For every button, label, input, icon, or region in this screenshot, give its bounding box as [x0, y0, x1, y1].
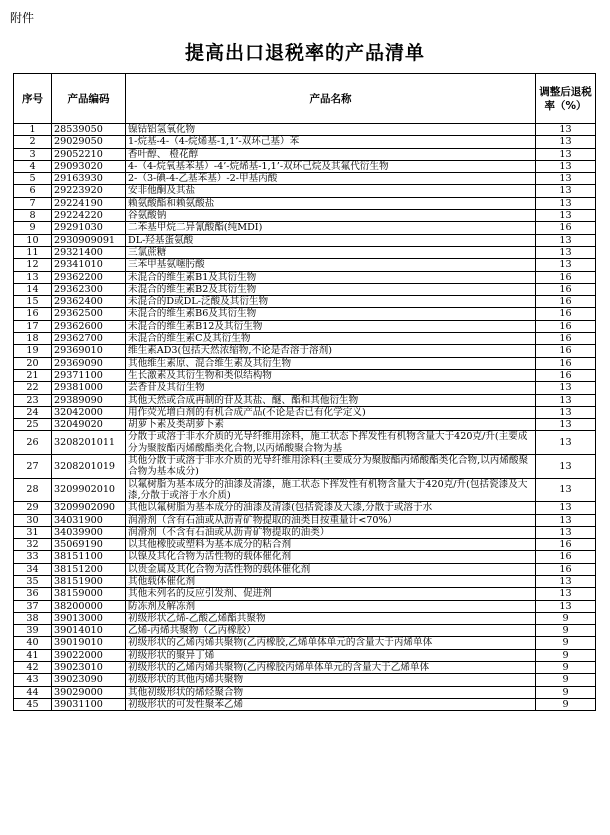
- row-number: 6: [14, 185, 52, 197]
- tax-rate: 16: [536, 563, 596, 575]
- product-code: 3208201019: [52, 455, 126, 479]
- table-row: [14, 283, 596, 295]
- product-code: 39023090: [52, 674, 126, 686]
- product-code: 28539050: [52, 124, 126, 136]
- product-name: 以其他橡胶或塑料为基本成分的粘合剂: [126, 539, 536, 551]
- table-row: [14, 588, 596, 600]
- tax-rate: 9: [536, 625, 596, 637]
- product-name: 润滑剂（不含有石油或从沥青矿物提取的油类）: [126, 526, 536, 538]
- product-code: 3209902090: [52, 502, 126, 514]
- product-name: 其他载体催化剂: [126, 575, 536, 587]
- row-number: 31: [14, 526, 52, 538]
- row-number: 26: [14, 431, 52, 455]
- product-name: 安非他酮及其盐: [126, 185, 536, 197]
- row-number: 16: [14, 308, 52, 320]
- row-number: 29: [14, 502, 52, 514]
- tax-rate: 13: [536, 478, 596, 502]
- table-row: [14, 382, 596, 394]
- row-number: 40: [14, 637, 52, 649]
- table-row: [14, 185, 596, 197]
- table-row: [14, 575, 596, 587]
- row-number: 13: [14, 271, 52, 283]
- product-name: 香叶醇、 橙花醇: [126, 148, 536, 160]
- tax-rate: 13: [536, 575, 596, 587]
- row-number: 22: [14, 382, 52, 394]
- tax-rate: 13: [536, 526, 596, 538]
- product-name: 未混合的维生素B12及其衍生物: [126, 320, 536, 332]
- table-row: [14, 197, 596, 209]
- product-name: 初级形状的可发性聚苯乙烯: [126, 698, 536, 710]
- product-code: 35069190: [52, 539, 126, 551]
- product-name: 谷氨酸钠: [126, 210, 536, 222]
- tax-rate: 13: [536, 148, 596, 160]
- product-name: 未混合的维生素B2及其衍生物: [126, 283, 536, 295]
- tax-rate: 9: [536, 649, 596, 661]
- table-row: [14, 148, 596, 160]
- tax-rate: 13: [536, 136, 596, 148]
- row-number: 9: [14, 222, 52, 234]
- product-code: 39031100: [52, 698, 126, 710]
- tax-rate: 13: [536, 514, 596, 526]
- product-code: 38151900: [52, 575, 126, 587]
- row-number: 30: [14, 514, 52, 526]
- tax-rate: 13: [536, 259, 596, 271]
- product-name: 初级形状的乙烯丙烯共聚物(乙丙橡胶丙烯单体单元的含量大于乙烯单体: [126, 662, 536, 674]
- tax-rate: 13: [536, 210, 596, 222]
- product-code: 29224220: [52, 210, 126, 222]
- row-number: 41: [14, 649, 52, 661]
- product-name: DL-羟基蛋氨酸: [126, 234, 536, 246]
- product-code: 34039900: [52, 526, 126, 538]
- product-code: 32049020: [52, 419, 126, 431]
- row-number: 28: [14, 478, 52, 502]
- tax-rate: 9: [536, 612, 596, 624]
- product-code: 39013000: [52, 612, 126, 624]
- product-code: 38200000: [52, 600, 126, 612]
- table-row: [14, 296, 596, 308]
- product-name: 防冻剂及解冻剂: [126, 600, 536, 612]
- tax-rate: 16: [536, 539, 596, 551]
- product-name: 初级形状乙烯-乙酸乙烯酯共聚物: [126, 612, 536, 624]
- tax-rate: 9: [536, 637, 596, 649]
- product-code: 29163930: [52, 173, 126, 185]
- row-number: 8: [14, 210, 52, 222]
- tax-rate: 13: [536, 124, 596, 136]
- table-row: [14, 271, 596, 283]
- product-name: 以氟树脂为基本成分的油漆及清漆，施工状态下挥发性有机物含量大于420克/升(包括瓷漆及大漆,分散于或溶于水介质): [126, 478, 536, 502]
- tax-rate: 9: [536, 686, 596, 698]
- tax-rate: 9: [536, 674, 596, 686]
- tax-rate: 13: [536, 394, 596, 406]
- product-code: 29321400: [52, 246, 126, 258]
- table-row: [14, 698, 596, 710]
- product-code: 29224190: [52, 197, 126, 209]
- row-number: 43: [14, 674, 52, 686]
- tax-rate: 13: [536, 234, 596, 246]
- product-code: 2930909091: [52, 234, 126, 246]
- table-row: [14, 502, 596, 514]
- product-code: 29362300: [52, 283, 126, 295]
- product-code: 39022000: [52, 649, 126, 661]
- table-row: [14, 686, 596, 698]
- table-row: [14, 625, 596, 637]
- table-row: [14, 259, 596, 271]
- table-row: [14, 649, 596, 661]
- product-code: 29291030: [52, 222, 126, 234]
- row-number: 44: [14, 686, 52, 698]
- table-row: [14, 674, 596, 686]
- product-name: 未混合的维生素C及其衍生物: [126, 333, 536, 345]
- tax-rate: 16: [536, 551, 596, 563]
- row-number: 24: [14, 406, 52, 418]
- row-number: 1: [14, 124, 52, 136]
- product-name: 以镍及其化合物为活性物的载体催化剂: [126, 551, 536, 563]
- table-row: [14, 514, 596, 526]
- table-row: [14, 539, 596, 551]
- table-row: [14, 246, 596, 258]
- product-name: 1-烷基-4-（4-烷烯基-1,1’-双环己基）苯: [126, 136, 536, 148]
- table-row: [14, 124, 596, 136]
- product-code: 29223920: [52, 185, 126, 197]
- tax-rate: 13: [536, 246, 596, 258]
- product-name: 二苯基甲烷二异氰酸酯(纯MDI): [126, 222, 536, 234]
- row-number: 2: [14, 136, 52, 148]
- tax-rate: 16: [536, 345, 596, 357]
- tax-rate: 13: [536, 185, 596, 197]
- tax-rate: 16: [536, 369, 596, 381]
- product-code: 3208201011: [52, 431, 126, 455]
- row-number: 14: [14, 283, 52, 295]
- product-code: 29389090: [52, 394, 126, 406]
- table-row: [14, 637, 596, 649]
- tax-rate: 16: [536, 296, 596, 308]
- product-code: 29369010: [52, 345, 126, 357]
- product-code: 29362700: [52, 333, 126, 345]
- table-body: [14, 124, 596, 711]
- product-name: 乙烯-丙烯共聚物（乙丙橡胶）: [126, 625, 536, 637]
- product-code: 29362200: [52, 271, 126, 283]
- product-name: 未混合的维生素B6及其衍生物: [126, 308, 536, 320]
- table-row: [14, 478, 596, 502]
- product-name: 未混合的维生素B1及其衍生物: [126, 271, 536, 283]
- table-header-row: [14, 74, 596, 124]
- product-code: 29362500: [52, 308, 126, 320]
- row-number: 21: [14, 369, 52, 381]
- tax-rate: 13: [536, 455, 596, 479]
- product-code: 29093020: [52, 160, 126, 172]
- product-code: 29341010: [52, 259, 126, 271]
- product-name: 芸香苷及其衍生物: [126, 382, 536, 394]
- attachment-label: 附件: [10, 11, 35, 25]
- row-number: 10: [14, 234, 52, 246]
- row-number: 36: [14, 588, 52, 600]
- product-code: 38151100: [52, 551, 126, 563]
- table-row: [14, 394, 596, 406]
- product-code: 39019010: [52, 637, 126, 649]
- table-row: [14, 173, 596, 185]
- product-name: 2-（3-碘-4-乙基苯基）-2-甲基丙酸: [126, 173, 536, 185]
- product-name: 其他未列名的反应引发剂、促进剂: [126, 588, 536, 600]
- product-code: 39014010: [52, 625, 126, 637]
- row-number: 19: [14, 345, 52, 357]
- table-row: [14, 406, 596, 418]
- product-name: 其他以氟树脂为基本成分的油漆及清漆(包括瓷漆及大漆,分散于或溶于水: [126, 502, 536, 514]
- tax-rate: 13: [536, 382, 596, 394]
- table-row: [14, 136, 596, 148]
- table-row: [14, 234, 596, 246]
- product-code: 29362600: [52, 320, 126, 332]
- tax-rate: 16: [536, 308, 596, 320]
- row-number: 15: [14, 296, 52, 308]
- table-row: [14, 308, 596, 320]
- header-code: 产品编码: [52, 74, 126, 124]
- product-table: [13, 73, 596, 711]
- row-number: 3: [14, 148, 52, 160]
- table-row: [14, 612, 596, 624]
- row-number: 32: [14, 539, 52, 551]
- product-code: 38159000: [52, 588, 126, 600]
- tax-rate: 16: [536, 222, 596, 234]
- row-number: 45: [14, 698, 52, 710]
- header-rate: 调整后退税率（%）: [536, 74, 596, 124]
- tax-rate: 13: [536, 431, 596, 455]
- product-name: 胡萝卜素及类胡萝卜素: [126, 419, 536, 431]
- row-number: 25: [14, 419, 52, 431]
- row-number: 23: [14, 394, 52, 406]
- product-code: 29371100: [52, 369, 126, 381]
- product-name: 用作荧光增白剂的有机合成产品(不论是否已有化学定义): [126, 406, 536, 418]
- tax-rate: 13: [536, 419, 596, 431]
- table-row: [14, 600, 596, 612]
- row-number: 38: [14, 612, 52, 624]
- product-name: 其他分散于或溶于非水介质的光导纤维用涂料(主要成分为聚胺酯丙烯酸酯类化合物,以丙烯酸聚合物为基本成分): [126, 455, 536, 479]
- row-number: 4: [14, 160, 52, 172]
- row-number: 35: [14, 575, 52, 587]
- table-row: [14, 345, 596, 357]
- row-number: 27: [14, 455, 52, 479]
- table-row: [14, 455, 596, 479]
- row-number: 11: [14, 246, 52, 258]
- table-row: [14, 369, 596, 381]
- row-number: 18: [14, 333, 52, 345]
- product-name: 初级形状的其他丙烯共聚物: [126, 674, 536, 686]
- row-number: 42: [14, 662, 52, 674]
- table-row: [14, 222, 596, 234]
- product-name: 未混合的D或DL-泛酸及其衍生物: [126, 296, 536, 308]
- product-name: 三氯蔗糖: [126, 246, 536, 258]
- product-code: 29369090: [52, 357, 126, 369]
- product-name: 生长激素及其衍生物和类似结构物: [126, 369, 536, 381]
- tax-rate: 13: [536, 406, 596, 418]
- table-row: [14, 662, 596, 674]
- row-number: 12: [14, 259, 52, 271]
- table-row: [14, 551, 596, 563]
- product-name: 其他初级形状的烯烃聚合物: [126, 686, 536, 698]
- tax-rate: 9: [536, 662, 596, 674]
- product-name: 维生素AD3(包括天然浓缩物,不论是否溶于溶剂): [126, 345, 536, 357]
- product-code: 29381000: [52, 382, 126, 394]
- tax-rate: 13: [536, 588, 596, 600]
- table-row: [14, 419, 596, 431]
- header-no: 序号: [14, 74, 52, 124]
- tax-rate: 16: [536, 283, 596, 295]
- product-code: 29362400: [52, 296, 126, 308]
- product-name: 其他天然或合成再制的苷及其盐、醚、酯和其他衍生物: [126, 394, 536, 406]
- row-number: 17: [14, 320, 52, 332]
- tax-rate: 13: [536, 502, 596, 514]
- row-number: 34: [14, 563, 52, 575]
- row-number: 39: [14, 625, 52, 637]
- product-code: 39023010: [52, 662, 126, 674]
- product-code: 39029000: [52, 686, 126, 698]
- tax-rate: 16: [536, 271, 596, 283]
- tax-rate: 13: [536, 173, 596, 185]
- product-name: 初级形状的乙烯丙烯共聚物(乙丙橡胶,乙烯单体单元的含量大于丙烯单体: [126, 637, 536, 649]
- product-name: 以贵金属及其化合物为活性物的载体催化剂: [126, 563, 536, 575]
- header-name: 产品名称: [126, 74, 536, 124]
- row-number: 37: [14, 600, 52, 612]
- table-row: [14, 210, 596, 222]
- product-name: 初级形状的聚异丁烯: [126, 649, 536, 661]
- product-name: 镍钴铝氢氧化物: [126, 124, 536, 136]
- product-name: 赖氨酸酯和赖氨酸盐: [126, 197, 536, 209]
- product-code: 29029050: [52, 136, 126, 148]
- tax-rate: 16: [536, 357, 596, 369]
- tax-rate: 16: [536, 333, 596, 345]
- tax-rate: 13: [536, 600, 596, 612]
- table-row: [14, 320, 596, 332]
- row-number: 20: [14, 357, 52, 369]
- tax-rate: 13: [536, 160, 596, 172]
- table-row: [14, 333, 596, 345]
- table-row: [14, 526, 596, 538]
- product-name: 三苯甲基氨噻肟酸: [126, 259, 536, 271]
- table-row: [14, 357, 596, 369]
- page-title: 提高出口退税率的产品清单: [184, 42, 425, 64]
- tax-rate: 13: [536, 197, 596, 209]
- table-row: [14, 431, 596, 455]
- product-code: 34031900: [52, 514, 126, 526]
- product-code: 38151200: [52, 563, 126, 575]
- product-name: 分散于或溶于非水介质的光导纤维用涂料，施工状态下挥发性有机物含量大于420克/升(主要成分为聚胺酯丙烯酸酯类化合物,以丙烯酸聚合物为基: [126, 431, 536, 455]
- row-number: 33: [14, 551, 52, 563]
- table-row: [14, 160, 596, 172]
- product-name: 其他维生素原、混合维生素及其衍生物: [126, 357, 536, 369]
- product-name: 润滑剂（含有石油或从沥青矿物提取的油类目按重量计<70%）: [126, 514, 536, 526]
- table-row: [14, 563, 596, 575]
- tax-rate: 16: [536, 320, 596, 332]
- product-code: 3209902010: [52, 478, 126, 502]
- tax-rate: 9: [536, 698, 596, 710]
- product-code: 29052210: [52, 148, 126, 160]
- row-number: 5: [14, 173, 52, 185]
- row-number: 7: [14, 197, 52, 209]
- product-name: 4-（4-烷氧基苯基）-4’-烷烯基-1,1’-双环己烷及其氟代衍生物: [126, 160, 536, 172]
- product-code: 32042000: [52, 406, 126, 418]
